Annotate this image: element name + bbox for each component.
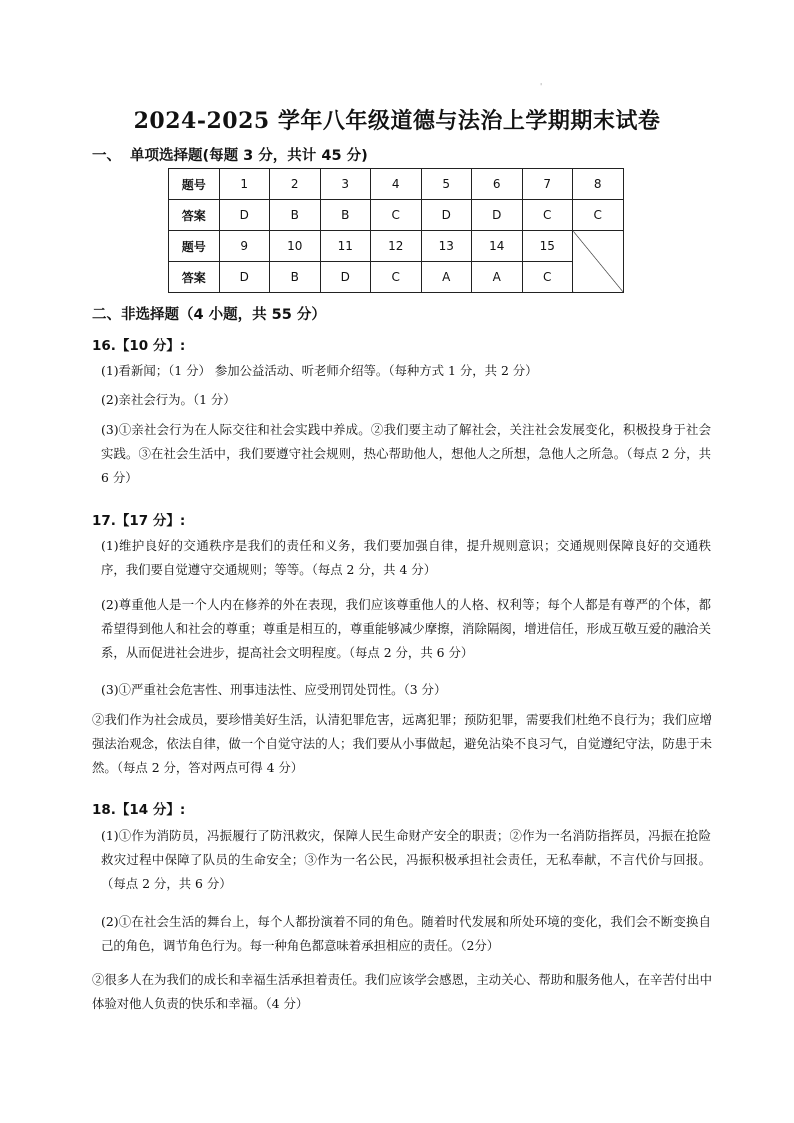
table-cell: 2 — [270, 169, 321, 200]
table-cell: D — [472, 200, 523, 231]
q16-heading: 16.【10 分】: — [92, 338, 186, 354]
q16-part3: (3)①亲社会行为在人际交往和社会实践中养成。②我们要主动了解社会，关注社会发展变化，积极投身于社会实践。③在社会生活中，我们要遵守社会规则，热心帮助他人，想他人之所想，急他人之所急。（每点 2 分，共 6 分） — [101, 422, 711, 485]
table-cell: B — [270, 200, 321, 231]
table-cell: 11 — [320, 231, 371, 262]
table-cell: B — [320, 200, 371, 231]
table-cell: 6 — [472, 169, 523, 200]
table-row — [169, 169, 624, 200]
table-cell: 9 — [219, 231, 270, 262]
table-cell: 4 — [371, 169, 422, 200]
table-row — [169, 262, 624, 293]
table-cell: D — [320, 262, 371, 293]
table-cell: B — [270, 262, 321, 293]
table-cell: C — [371, 262, 422, 293]
table-cell: D — [219, 200, 270, 231]
q17-heading: 17.【17 分】: — [92, 513, 186, 529]
table-cell: 12 — [371, 231, 422, 262]
stray-mark: ' — [540, 82, 543, 91]
table-cell: C — [371, 200, 422, 231]
section2-heading: 二、非选择题（4 小题，共 55 分） — [92, 307, 326, 323]
section1-title: 单项选择题(每题 3 分，共计 45 分) — [130, 148, 368, 164]
q16-part1: (1)看新闻；（1 分） 参加公益活动、听老师介绍等。（每种方式 1 分，共 2 分） — [101, 363, 538, 378]
table-row — [169, 200, 624, 231]
q17-part4: ②我们作为社会成员，要珍惜美好生活，认清犯罪危害，远离犯罪；预防犯罪，需要我们杜绝不良行为；我们应增强法治观念，依法自律，做一个自觉守法的人；我们要从小事做起，避免沾染不良习气，自觉遵纪守法，防患于未然。（每点 2 分，答对两点可得 4 分） — [92, 712, 712, 775]
table-cell: 10 — [270, 231, 321, 262]
table-cell: C — [522, 200, 573, 231]
table-cell: D — [421, 200, 472, 231]
q18-part1: (1)①作为消防员，冯振履行了防汛救灾，保障人民生命财产安全的职责；②作为一名消防指挥员，冯振在抢险救灾过程中保障了队员的生命安全；③作为一名公民，冯振积极承担社会责任，无私奉献，不言代价与回报。（每点 2 分，共 6 分） — [101, 828, 711, 891]
table-cell: 8 — [573, 169, 624, 200]
q18-part3: ②很多人在为我们的成长和幸福生活承担着责任。我们应该学会感恩，主动关心、帮助和服务他人，在辛苦付出中体验对他人负责的快乐和幸福。（4 分） — [92, 972, 712, 1011]
table-cell: A — [472, 262, 523, 293]
q17-part3: (3)①严重社会危害性、刑事违法性、应受刑罚处罚性。（3 分） — [101, 682, 447, 697]
table-cell: 3 — [320, 169, 371, 200]
table-cell: C — [573, 200, 624, 231]
row-label-answer: 答案 — [169, 200, 220, 231]
table-cell: 13 — [421, 231, 472, 262]
section1-number: 一、 — [92, 148, 121, 164]
q18-heading: 18.【14 分】: — [92, 802, 186, 818]
table-row — [169, 231, 624, 262]
table-cell: D — [219, 262, 270, 293]
table-cell: C — [522, 262, 573, 293]
diagonal-empty-cell — [573, 231, 624, 293]
q17-part1: (1)维护良好的交通秩序是我们的责任和义务，我们要加强自律，提升规则意识；交通规则保障良好的交通秩序，我们要自觉遵守交通规则；等等。（每点 2 分，共 4 分） — [101, 538, 711, 577]
table-cell: 14 — [472, 231, 523, 262]
table-cell: A — [421, 262, 472, 293]
table-cell: 5 — [421, 169, 472, 200]
table-cell: 1 — [219, 169, 270, 200]
table-cell: 7 — [522, 169, 573, 200]
table-cell: 15 — [522, 231, 573, 262]
row-label-question: 题号 — [169, 231, 220, 262]
q18-part2: (2)①在社会生活的舞台上，每个人都扮演着不同的角色。随着时代发展和所处环境的变化，我们会不断变换自己的角色，调节角色行为。每一种角色都意味着承担相应的责任。（2分） — [101, 914, 711, 953]
q17-part2: (2)尊重他人是一个人内在修养的外在表现，我们应该尊重他人的人格、权利等；每个人都是有尊严的个体，都希望得到他人和社会的尊重；尊重是相互的，尊重能够减少摩擦，消除隔阂，增进信任，形成互敬互爱的融洽关系，从而促进社会进步，提高社会文明程度。（每点 2 分，共 6 分） — [101, 597, 711, 660]
row-label-answer: 答案 — [169, 262, 220, 293]
page-title: 2024-2025 学年八年级道德与法治上学期期末试卷 — [133, 108, 661, 134]
answer-table — [168, 168, 624, 293]
row-label-question: 题号 — [169, 169, 220, 200]
q16-part2: (2)亲社会行为。（1 分） — [101, 392, 236, 407]
